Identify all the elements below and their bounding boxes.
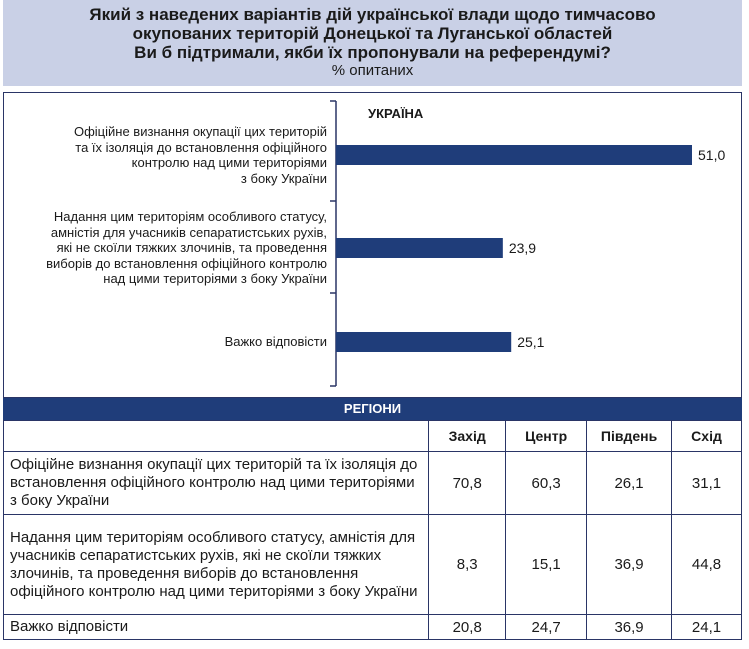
cell-value: 8,3	[429, 515, 506, 615]
column-header-west: Захід	[429, 421, 506, 452]
column-header-center: Центр	[506, 421, 587, 452]
category-label	[27, 334, 327, 350]
category-label-line: Важко відповісти	[224, 334, 327, 350]
bar-value-label: 23,9	[508, 240, 537, 256]
table-row	[4, 515, 742, 615]
cell-value: 20,8	[429, 615, 506, 640]
row-label: Надання цим територіям особливого статусу, амністія для учасників сепаратистських рухів, які не скоїли тяжких злочинів, та проведення виборів до встановлення офіційного контролю над цими територіями з боку України	[4, 515, 429, 615]
category-label-line: контролю над цими територіями	[131, 155, 327, 170]
bar-value-label: 25,1	[517, 334, 545, 350]
table-row	[4, 452, 742, 515]
cell-value: 31,1	[672, 452, 742, 515]
table-header-row	[4, 421, 742, 452]
column-header-south: Південь	[587, 421, 672, 452]
cell-value: 24,7	[506, 615, 587, 640]
question-line-3: Ви б підтримали, якби їх пропонували на референдумі?	[134, 43, 611, 62]
regions-header: РЕГІОНИ	[3, 398, 742, 420]
category-label-line: та їх ізоляція до встановлення офіційного	[75, 139, 327, 155]
category-label-line: Офіційне визнання окупації цих територій	[73, 124, 327, 139]
table-row	[4, 615, 742, 640]
question-title	[3, 0, 742, 62]
bar-value-label: 51,0	[698, 147, 726, 163]
bar	[336, 332, 511, 352]
cell-value: 44,8	[672, 515, 742, 615]
category-label-line: виборів до встановлення офіційного контролю	[46, 255, 327, 271]
table-corner	[4, 421, 429, 452]
column-header-east: Схід	[672, 421, 742, 452]
category-label-line: які не скоїли тяжких злочинів, та проведення	[56, 240, 327, 256]
category-label-line: амністія для учасників сепаратистських рухів,	[50, 224, 327, 240]
bar	[336, 145, 692, 165]
ukraine-chart	[3, 92, 742, 398]
row-label: Офіційне визнання окупації цих територій та їх ізоляція до встановлення офіційного контролю над цими територіями з боку України	[4, 452, 429, 515]
category-label	[27, 124, 327, 186]
category-label-line: Надання цим територіям особливого статусу,	[53, 209, 327, 225]
cell-value: 36,9	[587, 515, 672, 615]
chart-header	[3, 0, 742, 86]
cell-value: 70,8	[429, 452, 506, 515]
cell-value: 15,1	[506, 515, 587, 615]
chart-title: УКРАЇНА	[368, 106, 424, 121]
question-line-2: окупованих територій Донецької та Луганської областей	[132, 24, 613, 43]
category-label-line: з боку України	[240, 170, 327, 186]
cell-value: 60,3	[506, 452, 587, 515]
cell-value: 36,9	[587, 615, 672, 640]
question-line-1: Який з наведених варіантів дій української влади щодо тимчасово	[89, 5, 656, 24]
cell-value: 26,1	[587, 452, 672, 515]
category-label-line: над цими територіями з боку України	[103, 271, 327, 287]
cell-value: 24,1	[672, 615, 742, 640]
row-label: Важко відповісти	[4, 615, 429, 640]
unit-label: % опитаних	[331, 62, 414, 79]
regions-table	[3, 420, 742, 640]
bar	[336, 238, 503, 258]
category-label	[27, 209, 327, 287]
